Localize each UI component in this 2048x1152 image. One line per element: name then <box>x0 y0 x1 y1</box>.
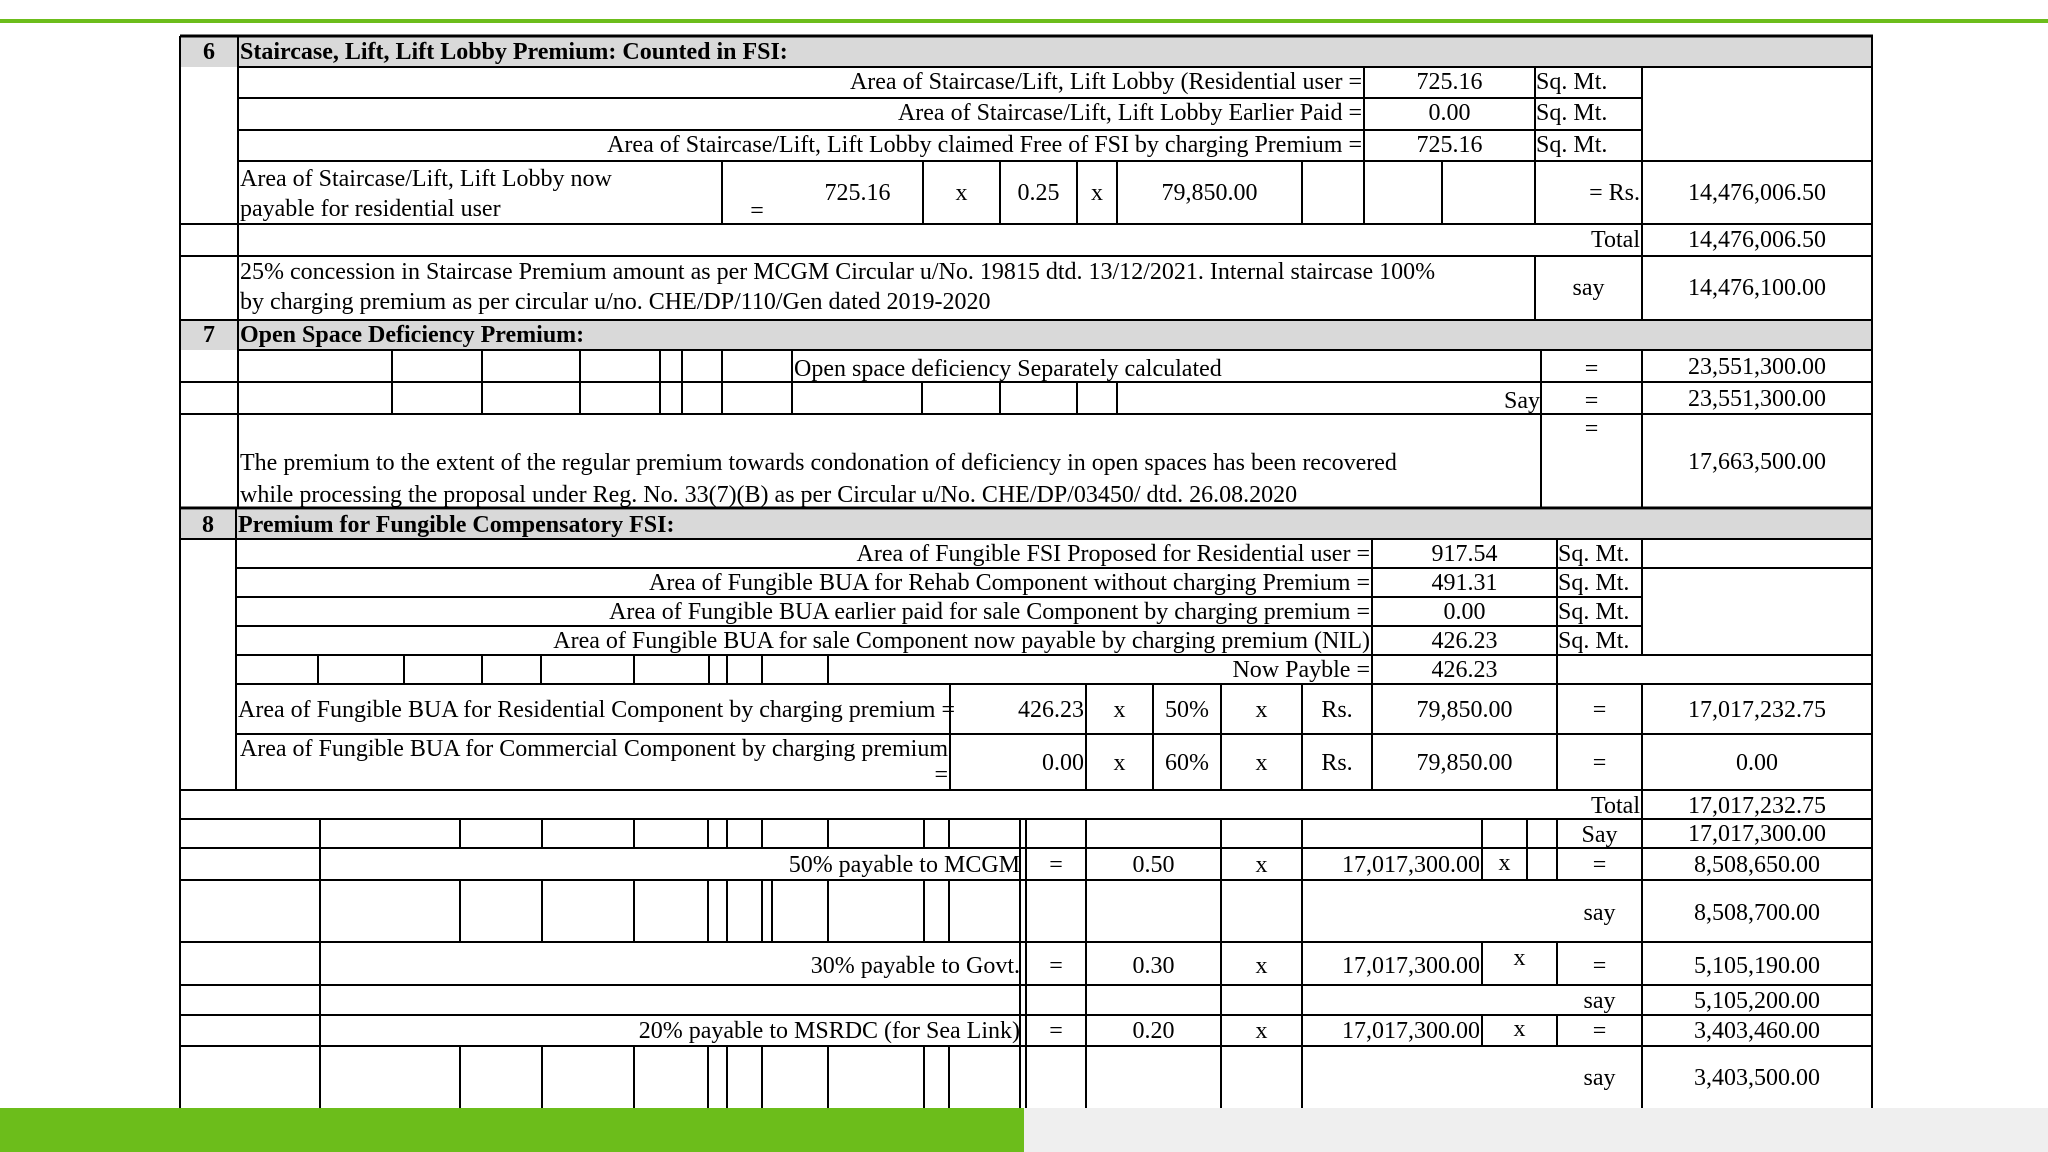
s8-say-value: 17,017,300.00 <box>1688 821 1826 847</box>
s8-residential-rate: 79,850.00 <box>1416 697 1513 723</box>
s8-total-label: Total <box>1591 793 1640 819</box>
section-6-heading: Staircase, Lift, Lift Lobby Premium: Counted in FSI: <box>240 39 788 65</box>
s7-row3-text-line1: The premium to the extent of the regular premium towards condonation of deficiency in open spaces has been recovered <box>240 450 1397 476</box>
s6-calc-multiply-2: x <box>1091 180 1103 206</box>
s8-mcgm-equals: = <box>1049 852 1063 878</box>
s8-row3-value: 0.00 <box>1443 599 1486 625</box>
s8-msrdc-multiply-2: x <box>1513 1016 1526 1042</box>
s8-row1-unit: Sq. Mt. <box>1558 541 1630 567</box>
s8-mcgm-say-label: say <box>1583 900 1616 926</box>
s6-note-value: 14,476,100.00 <box>1688 275 1826 301</box>
s6-calc-rate: 79,850.00 <box>1161 180 1258 206</box>
s8-govt-equals-2: = <box>1592 953 1607 979</box>
s8-msrdc-base: 17,017,300.00 <box>1342 1018 1480 1044</box>
s8-commercial-multiply-2: x <box>1255 750 1268 776</box>
s7-row1-value: 23,551,300.00 <box>1688 354 1826 380</box>
s6-calc-amount: 14,476,006.50 <box>1688 180 1826 206</box>
s8-govt-label: 30% payable to Govt. <box>810 953 1020 979</box>
s8-residential-multiply-2: x <box>1255 697 1268 723</box>
s8-row3-label: Area of Fungible BUA earlier paid for sale Component by charging premium = <box>609 599 1370 625</box>
s6-row2-label: Area of Staircase/Lift, Lift Lobby Earlier Paid = <box>897 100 1362 126</box>
s7-row2-label: Say <box>1504 388 1540 414</box>
s6-calc-label-line1: Area of Staircase/Lift, Lift Lobby now <box>240 166 612 192</box>
s8-commercial-percent: 60% <box>1165 750 1209 776</box>
s7-row2-equals: = <box>1584 388 1599 414</box>
s6-total-label: Total <box>1591 227 1640 253</box>
s8-govt-multiply: x <box>1255 953 1268 979</box>
section-8-heading: Premium for Fungible Compensatory FSI: <box>238 512 675 538</box>
s8-row1-value: 917.54 <box>1431 541 1498 567</box>
s8-govt-equals: = <box>1049 953 1063 979</box>
s8-row4-value: 426.23 <box>1431 628 1498 654</box>
s8-mcgm-equals-2: = <box>1592 852 1607 878</box>
s8-msrdc-say-value: 3,403,500.00 <box>1694 1065 1820 1091</box>
s8-commercial-multiply-1: x <box>1113 750 1126 776</box>
s8-row3-unit: Sq. Mt. <box>1558 599 1630 625</box>
s8-govt-say-value: 5,105,200.00 <box>1694 988 1820 1014</box>
s8-say-label: Say <box>1581 822 1618 848</box>
s6-row3-unit: Sq. Mt. <box>1536 132 1608 158</box>
s8-commercial-label-line1: Area of Fungible BUA for Commercial Component by charging premium <box>239 736 948 762</box>
s6-calc-multiply-1: x <box>955 180 968 206</box>
s7-row3-value: 17,663,500.00 <box>1688 449 1826 475</box>
s8-govt-value: 5,105,190.00 <box>1694 953 1820 979</box>
s8-mcgm-base: 17,017,300.00 <box>1342 852 1480 878</box>
s8-row4-unit: Sq. Mt. <box>1558 628 1630 654</box>
s8-msrdc-equals-2: = <box>1592 1018 1607 1044</box>
s8-row4-label: Area of Fungible BUA for sale Component now payable by charging premium (NIL) <box>553 628 1370 654</box>
s8-row2-unit: Sq. Mt. <box>1558 570 1630 596</box>
s8-msrdc-multiply: x <box>1255 1018 1268 1044</box>
s6-row1-unit: Sq. Mt. <box>1536 69 1608 95</box>
section-7-number: 7 <box>203 322 215 348</box>
s7-row1-label: Open space deficiency Separately calculated <box>794 356 1222 382</box>
section-6-number: 6 <box>203 39 215 65</box>
s8-residential-multiply-1: x <box>1113 697 1126 723</box>
s8-msrdc-value: 3,403,460.00 <box>1694 1018 1820 1044</box>
s8-mcgm-multiply-2: x <box>1498 850 1511 876</box>
section-8-number: 8 <box>202 512 214 538</box>
s8-commercial-label-line2: = <box>934 762 948 788</box>
s7-row3-equals: = <box>1584 416 1599 442</box>
s6-calc-rs-label: = Rs. <box>1589 180 1640 206</box>
footer-accent-bar <box>0 1108 1024 1152</box>
s7-row3-text-line2: while processing the proposal under Reg. No. 33(7)(B) as per Circular u/No. CHE/DP/03450/ dtd. 26.08.2020 <box>240 482 1298 508</box>
s8-msrdc-factor: 0.20 <box>1132 1018 1175 1044</box>
s8-now-payable-value: 426.23 <box>1431 657 1498 683</box>
s8-govt-factor: 0.30 <box>1132 953 1175 979</box>
s6-row1-label: Area of Staircase/Lift, Lift Lobby (Residential user = <box>849 69 1362 95</box>
s6-calc-label-line2: payable for residential user <box>240 196 501 222</box>
s8-mcgm-label: 50% payable to MCGM <box>788 852 1020 878</box>
s6-calc-area: 725.16 <box>824 180 891 206</box>
s6-note-say: say <box>1572 275 1605 301</box>
s8-mcgm-value: 8,508,650.00 <box>1694 852 1820 878</box>
s8-commercial-equals: = <box>1592 750 1607 776</box>
s8-commercial-rs: Rs. <box>1321 750 1353 776</box>
s6-row1-value: 725.16 <box>1416 69 1483 95</box>
s8-total-value: 17,017,232.75 <box>1688 793 1826 819</box>
s8-now-payable-label: Now Payble = <box>1232 657 1370 683</box>
s8-row2-value: 491.31 <box>1431 570 1498 596</box>
s8-mcgm-say-value: 8,508,700.00 <box>1694 900 1820 926</box>
s8-commercial-area: 0.00 <box>1042 750 1084 776</box>
s8-mcgm-factor: 0.50 <box>1132 852 1175 878</box>
s8-govt-multiply-2: x <box>1513 945 1526 971</box>
s8-residential-rs: Rs. <box>1321 697 1353 723</box>
s8-residential-equals: = <box>1592 697 1607 723</box>
s6-row2-unit: Sq. Mt. <box>1536 100 1608 126</box>
s6-note-line2: by charging premium as per circular u/no. CHE/DP/110/Gen dated 2019-2020 <box>240 289 991 315</box>
s8-residential-label: Area of Fungible BUA for Residential Component by charging premium = <box>238 697 955 723</box>
s8-mcgm-multiply: x <box>1255 852 1268 878</box>
s6-calc-factor: 0.25 <box>1017 180 1060 206</box>
s6-total-value: 14,476,006.50 <box>1688 227 1826 253</box>
s6-row2-value: 0.00 <box>1428 100 1471 126</box>
s8-msrdc-equals: = <box>1049 1018 1063 1044</box>
s8-row1-label: Area of Fungible FSI Proposed for Residential user = <box>856 541 1370 567</box>
s8-commercial-rate: 79,850.00 <box>1416 750 1513 776</box>
s6-row3-value: 725.16 <box>1416 132 1483 158</box>
s7-row2-value: 23,551,300.00 <box>1688 386 1826 412</box>
s8-residential-percent: 50% <box>1165 697 1209 723</box>
s8-row2-label: Area of Fungible BUA for Rehab Component without charging Premium = <box>649 570 1370 596</box>
footer-gray-bar <box>1024 1108 2048 1152</box>
s6-calc-equals: = <box>750 198 764 224</box>
s8-govt-say-label: say <box>1583 988 1616 1014</box>
s8-residential-amount: 17,017,232.75 <box>1688 697 1826 723</box>
section-7-heading: Open Space Deficiency Premium: <box>240 322 585 348</box>
s6-note-line1: 25% concession in Staircase Premium amount as per MCGM Circular u/No. 19815 dtd. 13/12/2021. Internal staircase 100% <box>240 259 1436 285</box>
s8-residential-area: 426.23 <box>1018 697 1084 723</box>
s8-commercial-amount: 0.00 <box>1736 750 1778 776</box>
s8-govt-base: 17,017,300.00 <box>1342 953 1480 979</box>
s8-msrdc-label: 20% payable to MSRDC (for Sea Link) <box>638 1018 1020 1044</box>
s6-row3-label: Area of Staircase/Lift, Lift Lobby claimed Free of FSI by charging Premium = <box>607 132 1362 158</box>
s8-msrdc-say-label: say <box>1583 1065 1616 1091</box>
s7-row1-equals: = <box>1584 356 1599 382</box>
